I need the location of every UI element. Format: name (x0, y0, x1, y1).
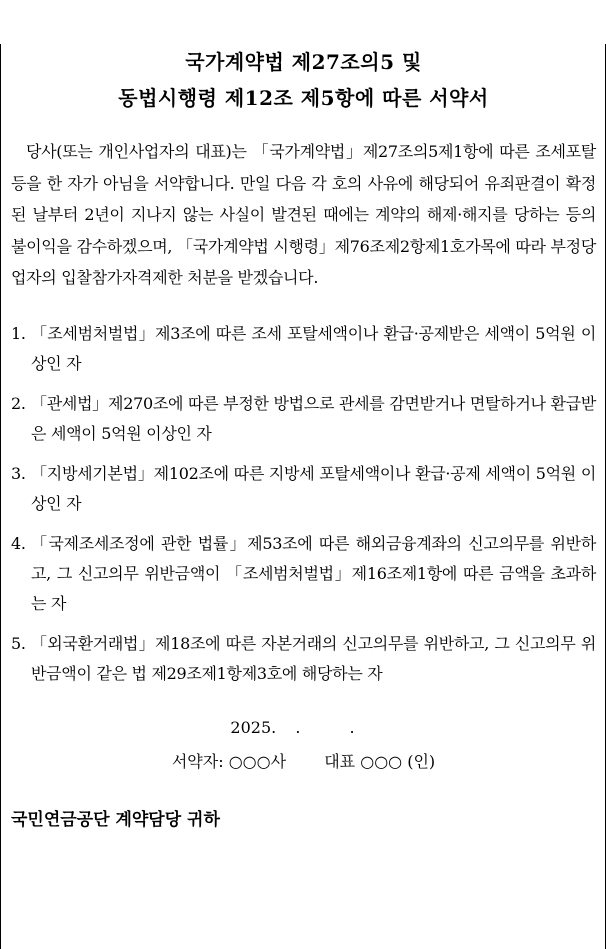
list-item-text: 「외국환거래법」제18조에 따른 자본거래의 신고의무를 위반하고, 그 신고의무 위반금액이 같은 법 제29조제1항제3호에 해당하는 자 (31, 633, 596, 683)
signer-company: ○○○사 (228, 751, 287, 771)
pledge-document (0, 44, 606, 949)
signature-line (11, 747, 596, 777)
title-line-2: 동법시행령 제12조 제5항에 따른 서약서 (118, 86, 489, 110)
list-item-number: 3. (11, 463, 26, 483)
list-item (11, 319, 596, 379)
document-title (11, 44, 596, 116)
seal-mark: (인) (407, 751, 436, 771)
date-month-day-blank: . . (295, 717, 377, 737)
date-year: 2025. (230, 717, 277, 737)
signer-label: 서약자: (171, 751, 224, 771)
list-item-text: 「조세범처벌법」제3조에 따른 조세 포탈세액이나 환급·공제받은 세액이 5억원 이상인 자 (31, 323, 596, 373)
representative-name: ○○○ (360, 751, 403, 771)
recipient-line: 국민연금공단 계약담당 귀하 (11, 809, 220, 830)
pledge-date (11, 713, 596, 743)
title-line-1: 국가계약법 제27조의5 및 (185, 50, 422, 74)
list-item-number: 4. (11, 533, 26, 553)
list-item-text: 「지방세기본법」제102조에 따른 지방세 포탈세액이나 환급·공제 세액이 5억원 이상인 자 (31, 463, 596, 513)
list-item-number: 5. (11, 633, 26, 653)
list-item (11, 389, 596, 449)
list-item (11, 529, 596, 619)
pledge-intro-paragraph: 당사(또는 개인사업자의 대표)는 「국가계약법」제27조의5제1항에 따른 조세포탈 등을 한 자가 아님을 서약합니다. 만일 다음 각 호의 사유에 해당되어 유죄판결이 확정된 날부터 2년이 지나지 않는 사실이 발견된 때에는 계약의 해제·해지를 당하는 등의 불이익을 감수하겠으며, 「국가계약법 시행령」제76조제2항제1호가목에 따라 부정당업자의 입찰참가자격제한 처분을 받겠습니다. (11, 142, 596, 287)
list-item (11, 459, 596, 519)
list-item (11, 629, 596, 689)
list-item-number: 1. (11, 323, 26, 343)
grounds-list (11, 319, 596, 689)
list-item-text: 「관세법」제270조에 따른 부정한 방법으로 관세를 감면받거나 면탈하거나 환급받은 세액이 5억원 이상인 자 (31, 393, 596, 443)
representative-label: 대표 (324, 751, 356, 771)
list-item-text: 「국제조세조정에 관한 법률」제53조에 따른 해외금융계좌의 신고의무를 위반하고, 그 신고의무 위반금액이 「조세범처벌법」제16조제1항에 따른 금액을 초과하는 자 (31, 533, 596, 613)
list-item-number: 2. (11, 393, 26, 413)
